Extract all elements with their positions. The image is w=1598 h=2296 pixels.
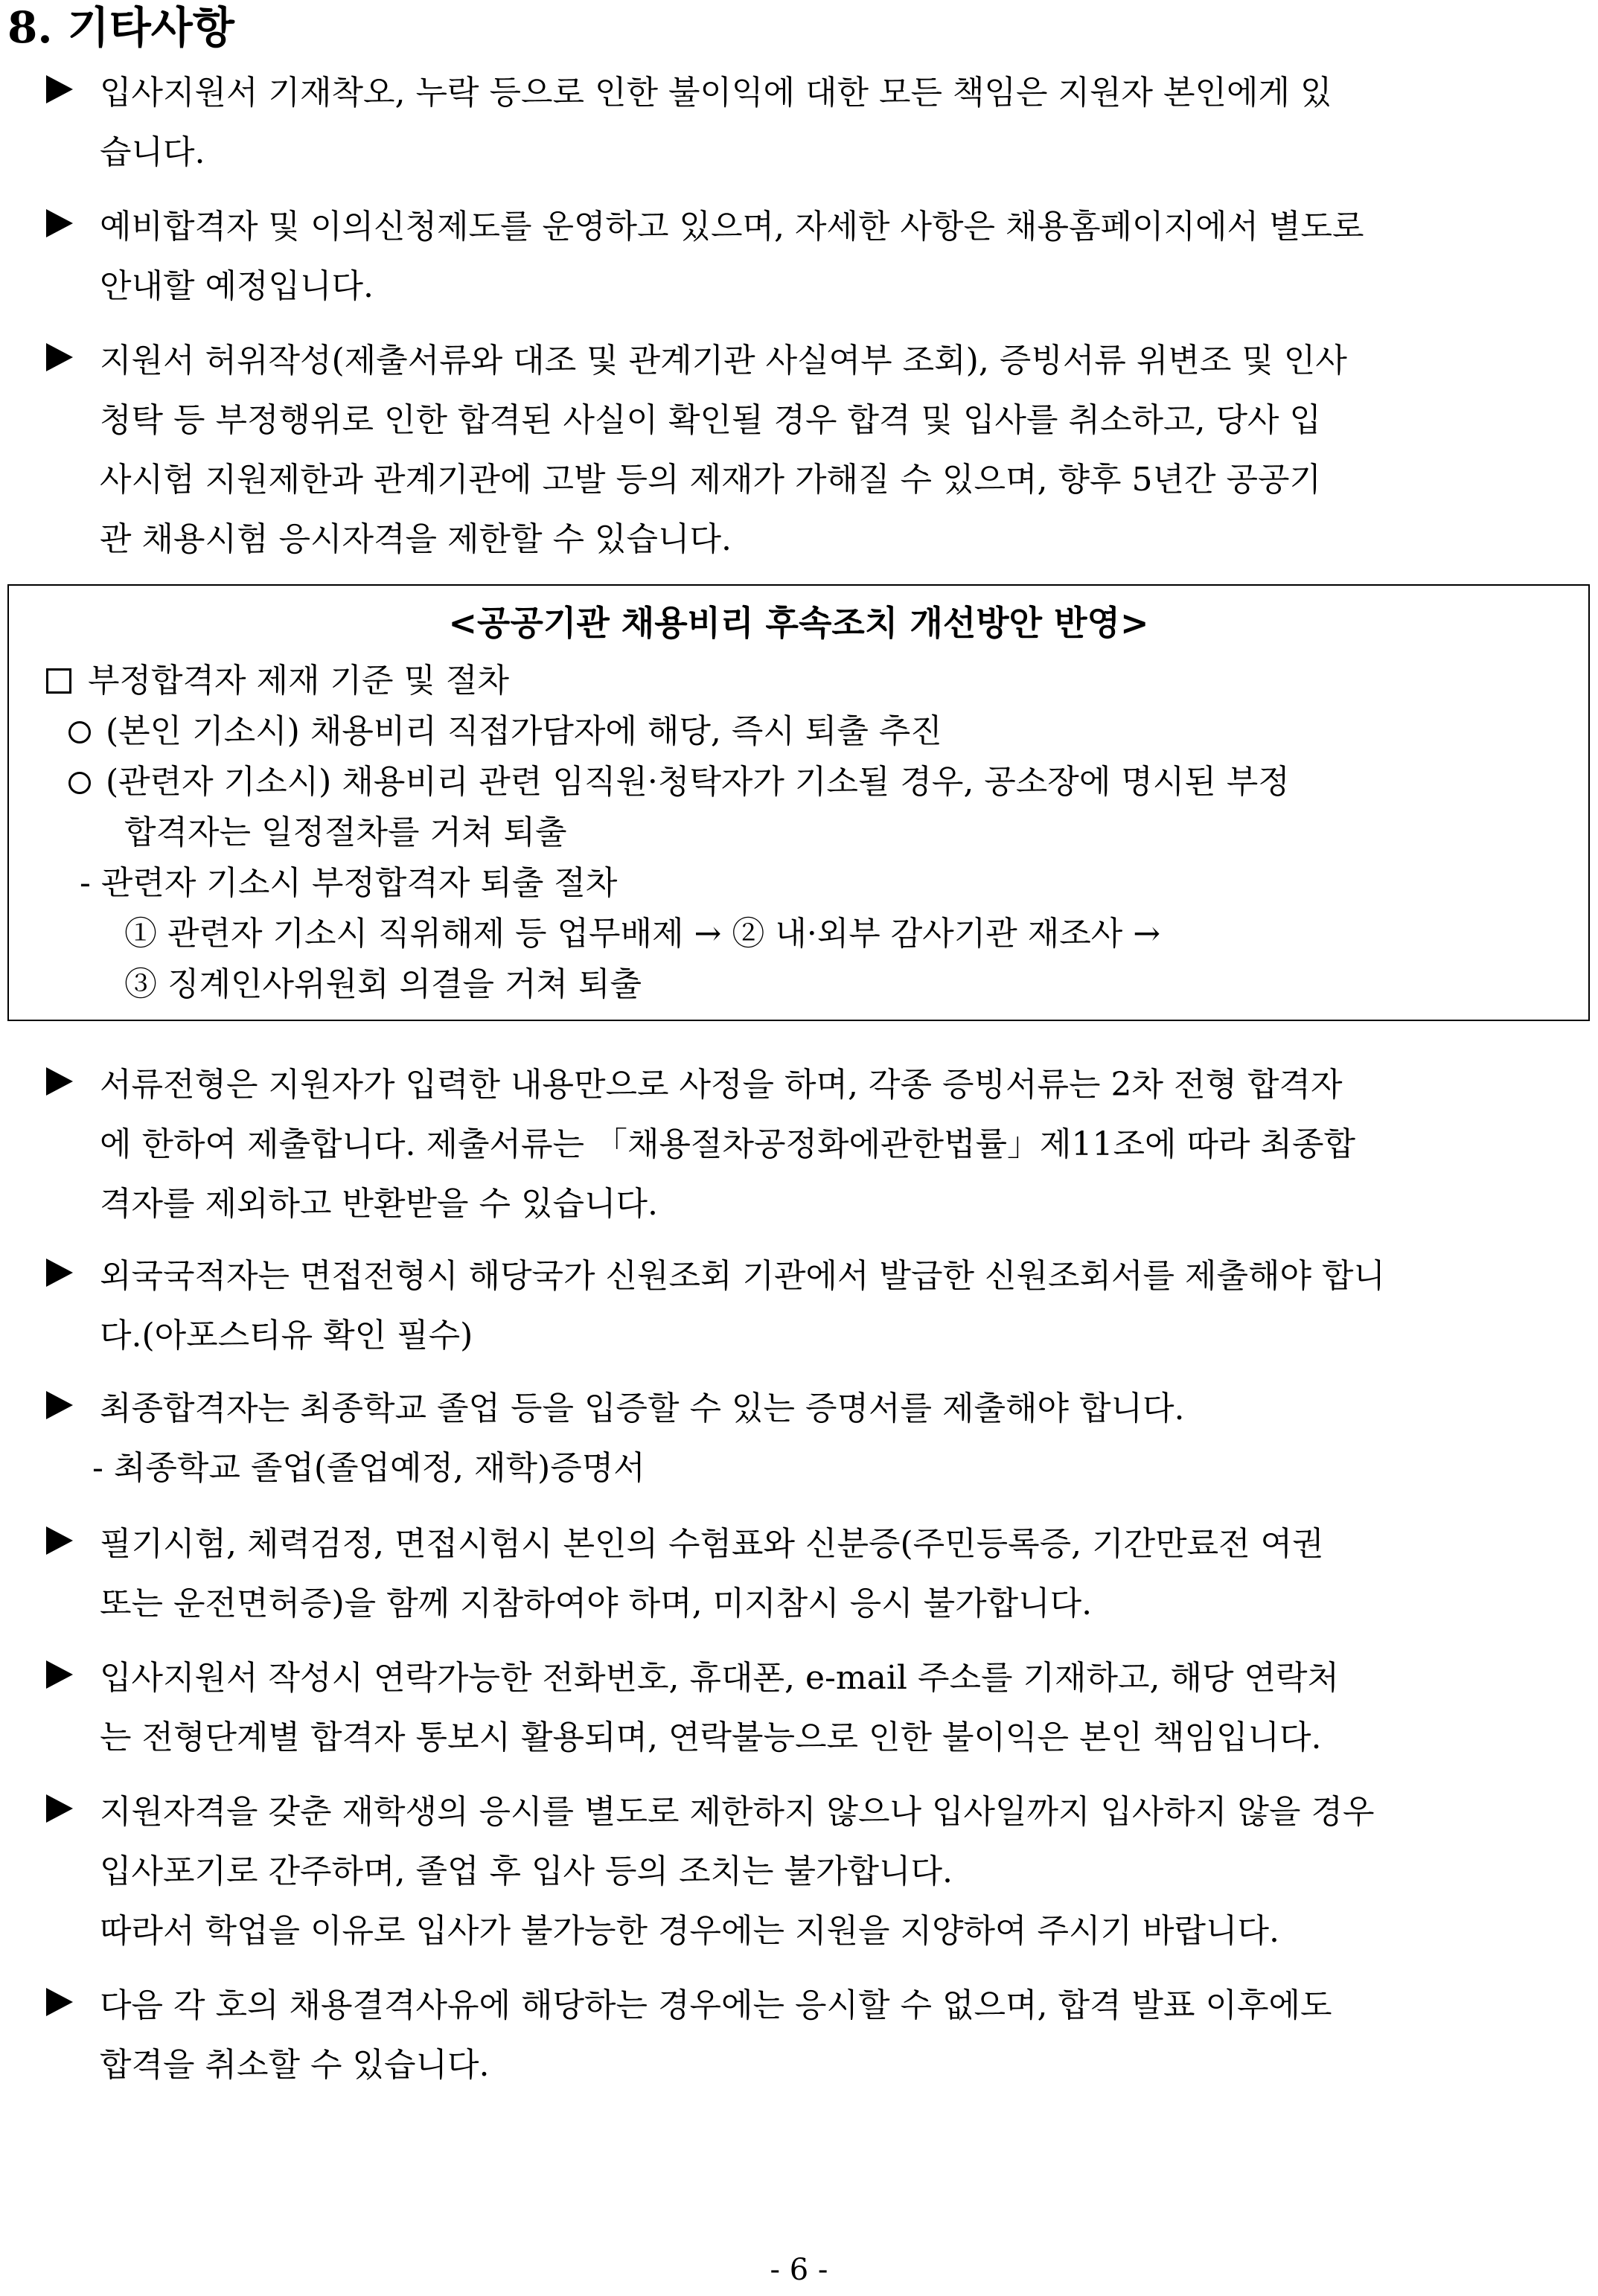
triangle-bullet-icon [46,75,73,103]
section-title: 8. 기타사항 [7,2,234,53]
square-bullet-icon [46,668,71,694]
triangle-bullet-icon [46,1391,73,1419]
note-subitem: - 최종학교 졸업(졸업예정, 재학)증명서 [92,1449,645,1487]
triangle-bullet-icon [46,1526,73,1555]
note-item [46,1649,1594,1768]
note-item [46,331,1594,569]
note-text: 지원자격을 갖춘 재학생의 응시를 별도로 제한하지 않으나 입사일까지 입사하지 않을 경우 입사포기로 간주하며, 졸업 후 입사 등의 조치는 불가합니다. 따라서 학업을 이유로 입사가 불가능한 경우에는 지원을 지양하여 주시기 바랍니다. [100,1793,1375,1950]
note-text: 입사지원서 기재착오, 누락 등으로 인한 불이익에 대한 모든 책임은 지원자 본인에게 있 습니다. [100,74,1332,171]
note-text: 다음 각 호의 채용결격사유에 해당하는 경우에는 응시할 수 없으며, 합격 발표 이후에도 합격을 취소할 수 있습니다. [100,1986,1332,2084]
page-number: - 6 - [770,2253,828,2287]
triangle-bullet-icon [46,1259,73,1287]
box-circle-item: (본인 기소시) 채용비리 직접가담자에 해당, 즉시 퇴출 추진 [68,711,942,752]
box-steps-line: ① 관련자 기소시 직위해제 등 업무배제 → ② 내·외부 감사기관 재조사 → [124,915,1161,953]
box-circle-item-continuation: 합격자는 일정절차를 거쳐 퇴출 [124,813,567,851]
box-steps-line: ③ 징계인사위원회 의결을 거쳐 퇴출 [124,965,642,1003]
notice-box [7,584,1590,1021]
note-text: 서류전형은 지원자가 입력한 내용만으로 사정을 하며, 각종 증빙서류는 2차 전형 합격자 에 한하여 제출합니다. 제출서류는 「채용절차공정화에관한법률」제11조에 따라 최종합 격자를 제외하고 반환받을 수 있습니다. [100,1066,1356,1223]
note-item [46,1247,1594,1366]
triangle-bullet-icon [46,1988,73,2016]
box-heading: 부정합격자 제재 기준 및 절차 [46,660,509,702]
box-title: <공공기관 채용비리 후속조치 개선방안 반영> [448,603,1149,643]
note-text: 예비합격자 및 이의신청제도를 운영하고 있으며, 자세한 사항은 채용홈페이지에서 별도로 안내할 예정입니다. [100,208,1364,305]
box-dash-item: - 관련자 기소시 부정합격자 퇴출 절차 [80,864,618,902]
note-item [46,1055,1594,1234]
circle-bullet-icon [68,721,91,744]
note-item [46,1976,1594,2095]
box-circle-item: (관련자 기소시) 채용비리 관련 임직원·청탁자가 기소될 경우, 공소장에 명시된 부정 [68,761,1290,803]
note-text: 외국국적자는 면접전형시 해당국가 신원조회 기관에서 발급한 신원조회서를 제출해야 합니 다.(아포스티유 확인 필수) [100,1257,1386,1355]
triangle-bullet-icon [46,1794,73,1823]
note-text: 입사지원서 작성시 연락가능한 전화번호, 휴대폰, e-mail 주소를 기재하고, 해당 연락처 는 전형단계별 합격자 통보시 활용되며, 연락불능으로 인한 불이익은 본인 책임입니다. [100,1659,1339,1756]
note-text: 최종합격자는 최종학교 졸업 등을 입증할 수 있는 증명서를 제출해야 합니다. [100,1390,1185,1427]
note-item [46,1379,1594,1498]
note-item [46,197,1594,316]
circle-bullet-icon [68,772,91,794]
note-text: 지원서 허위작성(제출서류와 대조 및 관계기관 사실여부 조회), 증빙서류 위변조 및 인사 청탁 등 부정행위로 인한 합격된 사실이 확인될 경우 합격 및 입사를 취소하고, 당사 입 사시험 지원제한과 관계기관에 고발 등의 제재가 가해질 수 있으며, 향후 5년간 공공기 관 채용시험 응시자격을 제한할 수 있습니다. [100,342,1347,558]
note-text: 필기시험, 체력검정, 면접시험시 본인의 수험표와 신분증(주민등록증, 기간만료전 여권 또는 운전면허증)을 함께 지참하여야 하며, 미지참시 응시 불가합니다. [100,1525,1324,1622]
triangle-bullet-icon [46,1660,73,1689]
note-item [46,1515,1594,1634]
note-item [46,63,1594,182]
note-item [46,1782,1594,1961]
triangle-bullet-icon [46,1067,73,1096]
triangle-bullet-icon [46,343,73,371]
triangle-bullet-icon [46,209,73,237]
